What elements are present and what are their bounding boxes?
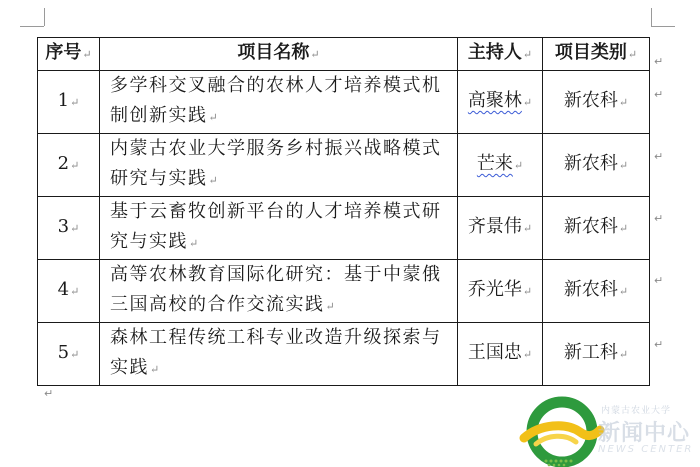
row-index: 2↵ [38, 134, 100, 197]
row-name: 高等农林教育国际化研究：基于中蒙俄三国高校的合作交流实践↵ [100, 260, 458, 323]
table-row [38, 134, 650, 197]
row-host: 高聚林↵ [458, 71, 543, 134]
header-category: 项目类别↵ [543, 38, 650, 71]
row-index: 4↵ [38, 260, 100, 323]
header-host: 主持人↵ [458, 38, 543, 71]
table-row [38, 197, 650, 260]
project-table [37, 37, 650, 386]
row-end-mark: ↵ [654, 88, 664, 101]
watermark-university-name: 内蒙古农业大学 [601, 406, 672, 416]
row-end-mark: ↵ [654, 212, 664, 225]
table-row [38, 323, 650, 386]
row-end-mark: ↵ [654, 338, 664, 351]
row-host: 芒来↵ [458, 134, 543, 197]
watermark-news-center: 新闻中心 [598, 421, 691, 446]
row-end-mark: ↵ [654, 55, 664, 68]
row-host: 王国忠↵ [458, 323, 543, 386]
paragraph-mark: ↵ [44, 387, 54, 400]
row-category: 新农科↵ [543, 197, 650, 260]
row-category: 新农科↵ [543, 260, 650, 323]
page-corner-mark [20, 26, 44, 27]
row-end-mark: ↵ [654, 150, 664, 163]
row-index: 3↵ [38, 197, 100, 260]
row-category: 新农科↵ [543, 134, 650, 197]
row-category: 新工科↵ [543, 323, 650, 386]
row-host: 齐景伟↵ [458, 197, 543, 260]
page-corner-mark [651, 26, 675, 27]
header-index: 序号↵ [38, 38, 100, 71]
row-index: 1↵ [38, 71, 100, 134]
header-name: 项目名称↵ [100, 38, 458, 71]
row-index: 5↵ [38, 323, 100, 386]
row-name: 多学科交叉融合的农林人才培养模式机制创新实践↵ [100, 71, 458, 134]
table-row [38, 260, 650, 323]
header-row [38, 38, 650, 71]
table-row [38, 71, 650, 134]
row-host: 乔光华↵ [458, 260, 543, 323]
row-end-mark: ↵ [654, 274, 664, 287]
row-name: 森林工程传统工科专业改造升级探索与实践↵ [100, 323, 458, 386]
page-corner-mark [651, 8, 652, 26]
row-category: 新农科↵ [543, 71, 650, 134]
row-name: 内蒙古农业大学服务乡村振兴战略模式研究与实践↵ [100, 134, 458, 197]
watermark-news-center-en: NEWS CENTER [598, 444, 694, 455]
row-name: 基于云畜牧创新平台的人才培养模式研究与实践↵ [100, 197, 458, 260]
page-corner-mark [44, 8, 45, 26]
